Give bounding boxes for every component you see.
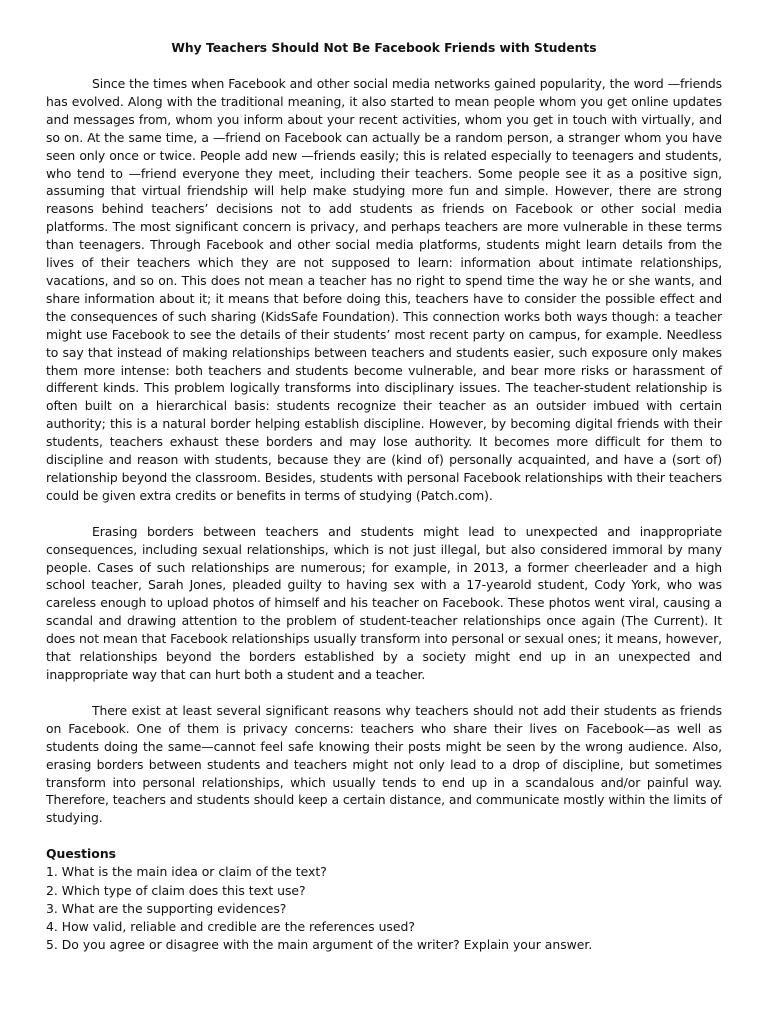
questions-list: [46, 863, 722, 954]
question-item: 2. Which type of claim does this text use?: [46, 882, 306, 898]
paragraph-3: There exist at least several significant reasons why teachers should not add their students as friends on Facebook. One of them is privacy concerns: teachers who share their lives on Facebook—as well as students doing the same—cannot feel safe knowing their posts might be seen by the wrong audience. Also, erasing borders between students and teachers might not only lead to a drop of discipline, but sometimes transform into personal relationships, which usually tends to end up in a scandalous and/or painful way. Therefore, teachers and students should keep a certain distance, and communicate mostly within the limits of studying.: [46, 702, 722, 826]
question-item: 4. How valid, reliable and credible are the references used?: [46, 919, 415, 935]
document-page: [46, 40, 722, 954]
questions-heading: Questions: [46, 846, 117, 862]
question-item: 1. What is the main idea or claim of the text?: [46, 864, 327, 880]
question-item: 3. What are the supporting evidences?: [46, 900, 287, 916]
questions-section: [46, 845, 722, 954]
question-item: 5. Do you agree or disagree with the main argument of the writer? Explain your answer.: [46, 937, 593, 953]
document-title: Why Teachers Should Not Be Facebook Friends with Students: [171, 41, 597, 55]
paragraph-1: Since the times when Facebook and other social media networks gained popularity, the word —friends has evolved. Along with the traditional meaning, it also started to mean people whom you get online updates and messages from, whom you inform about your recent activities, whom you get in touch with virtually, and so on. At the same time, a —friend on Facebook can actually be a random person, a stranger whom you have seen only once or twice. People add new —friends easily; this is related especially to teenagers and students, who tend to —friend everyone they meet, including their teachers. Some people see it as a positive sign, assuming that virtual friendship will help make studying more fun and simple. However, there are strong reasons behind teachers’ decisions not to add students as friends on Facebook or other social media platforms. The most significant concern is privacy, and perhaps teachers are more vulnerable in these terms than teenagers. Through Facebook and other social media platforms, students might learn details from the lives of their teachers which they are not supposed to learn: information about intimate relationships, vacations, and so on. This does not mean a teacher has no right to spend time the way he or she wants, and share information about it; it means that before doing this, teachers have to consider the possible effect and the consequences of such sharing (KidsSafe Foundation). This connection works both ways though: a teacher might use Facebook to see the details of their students’ most recent party on campus, for example. Needless to say that instead of making relationships between teachers and students easier, such exposure only makes them more intense: both teachers and students become vulnerable, and bear more risks or harassment of different kinds. This problem logically transforms into disciplinary issues. The teacher-student relationship is often built on a hierarchical basis: students recognize their teacher as an outsider imbued with certain authority; this is a natural border helping establish discipline. However, by becoming digital friends with their students, teachers exhaust these borders and may lose authority. It becomes more difficult for them to discipline and reason with students, because they are (kind of) personally acquainted, and have a (sort of) relationship beyond the classroom. Besides, students with personal Facebook relationships with their teachers could be given extra credits or benefits in terms of studying (Patch.com).: [46, 76, 722, 503]
paragraph-2: Erasing borders between teachers and students might lead to unexpected and inappropriate consequences, including sexual relationships, which is not just illegal, but also considered immoral by many people. Cases of such relationships are numerous; for example, in 2013, a former cheerleader and a high school teacher, Sarah Jones, pleaded guilty to having sex with a 17-yearold student, Cody York, who was careless enough to upload photos of himself and his teacher on Facebook. These photos went viral, causing a scandal and drawing attention to the problem of student-teacher relationships once again (The Current). It does not mean that Facebook relationships usually transform into personal or sexual ones; it means, however, that relationships beyond the borders established by a society might end up in an unexpected and inappropriate way that can hurt both a student and a teacher.: [46, 523, 722, 682]
